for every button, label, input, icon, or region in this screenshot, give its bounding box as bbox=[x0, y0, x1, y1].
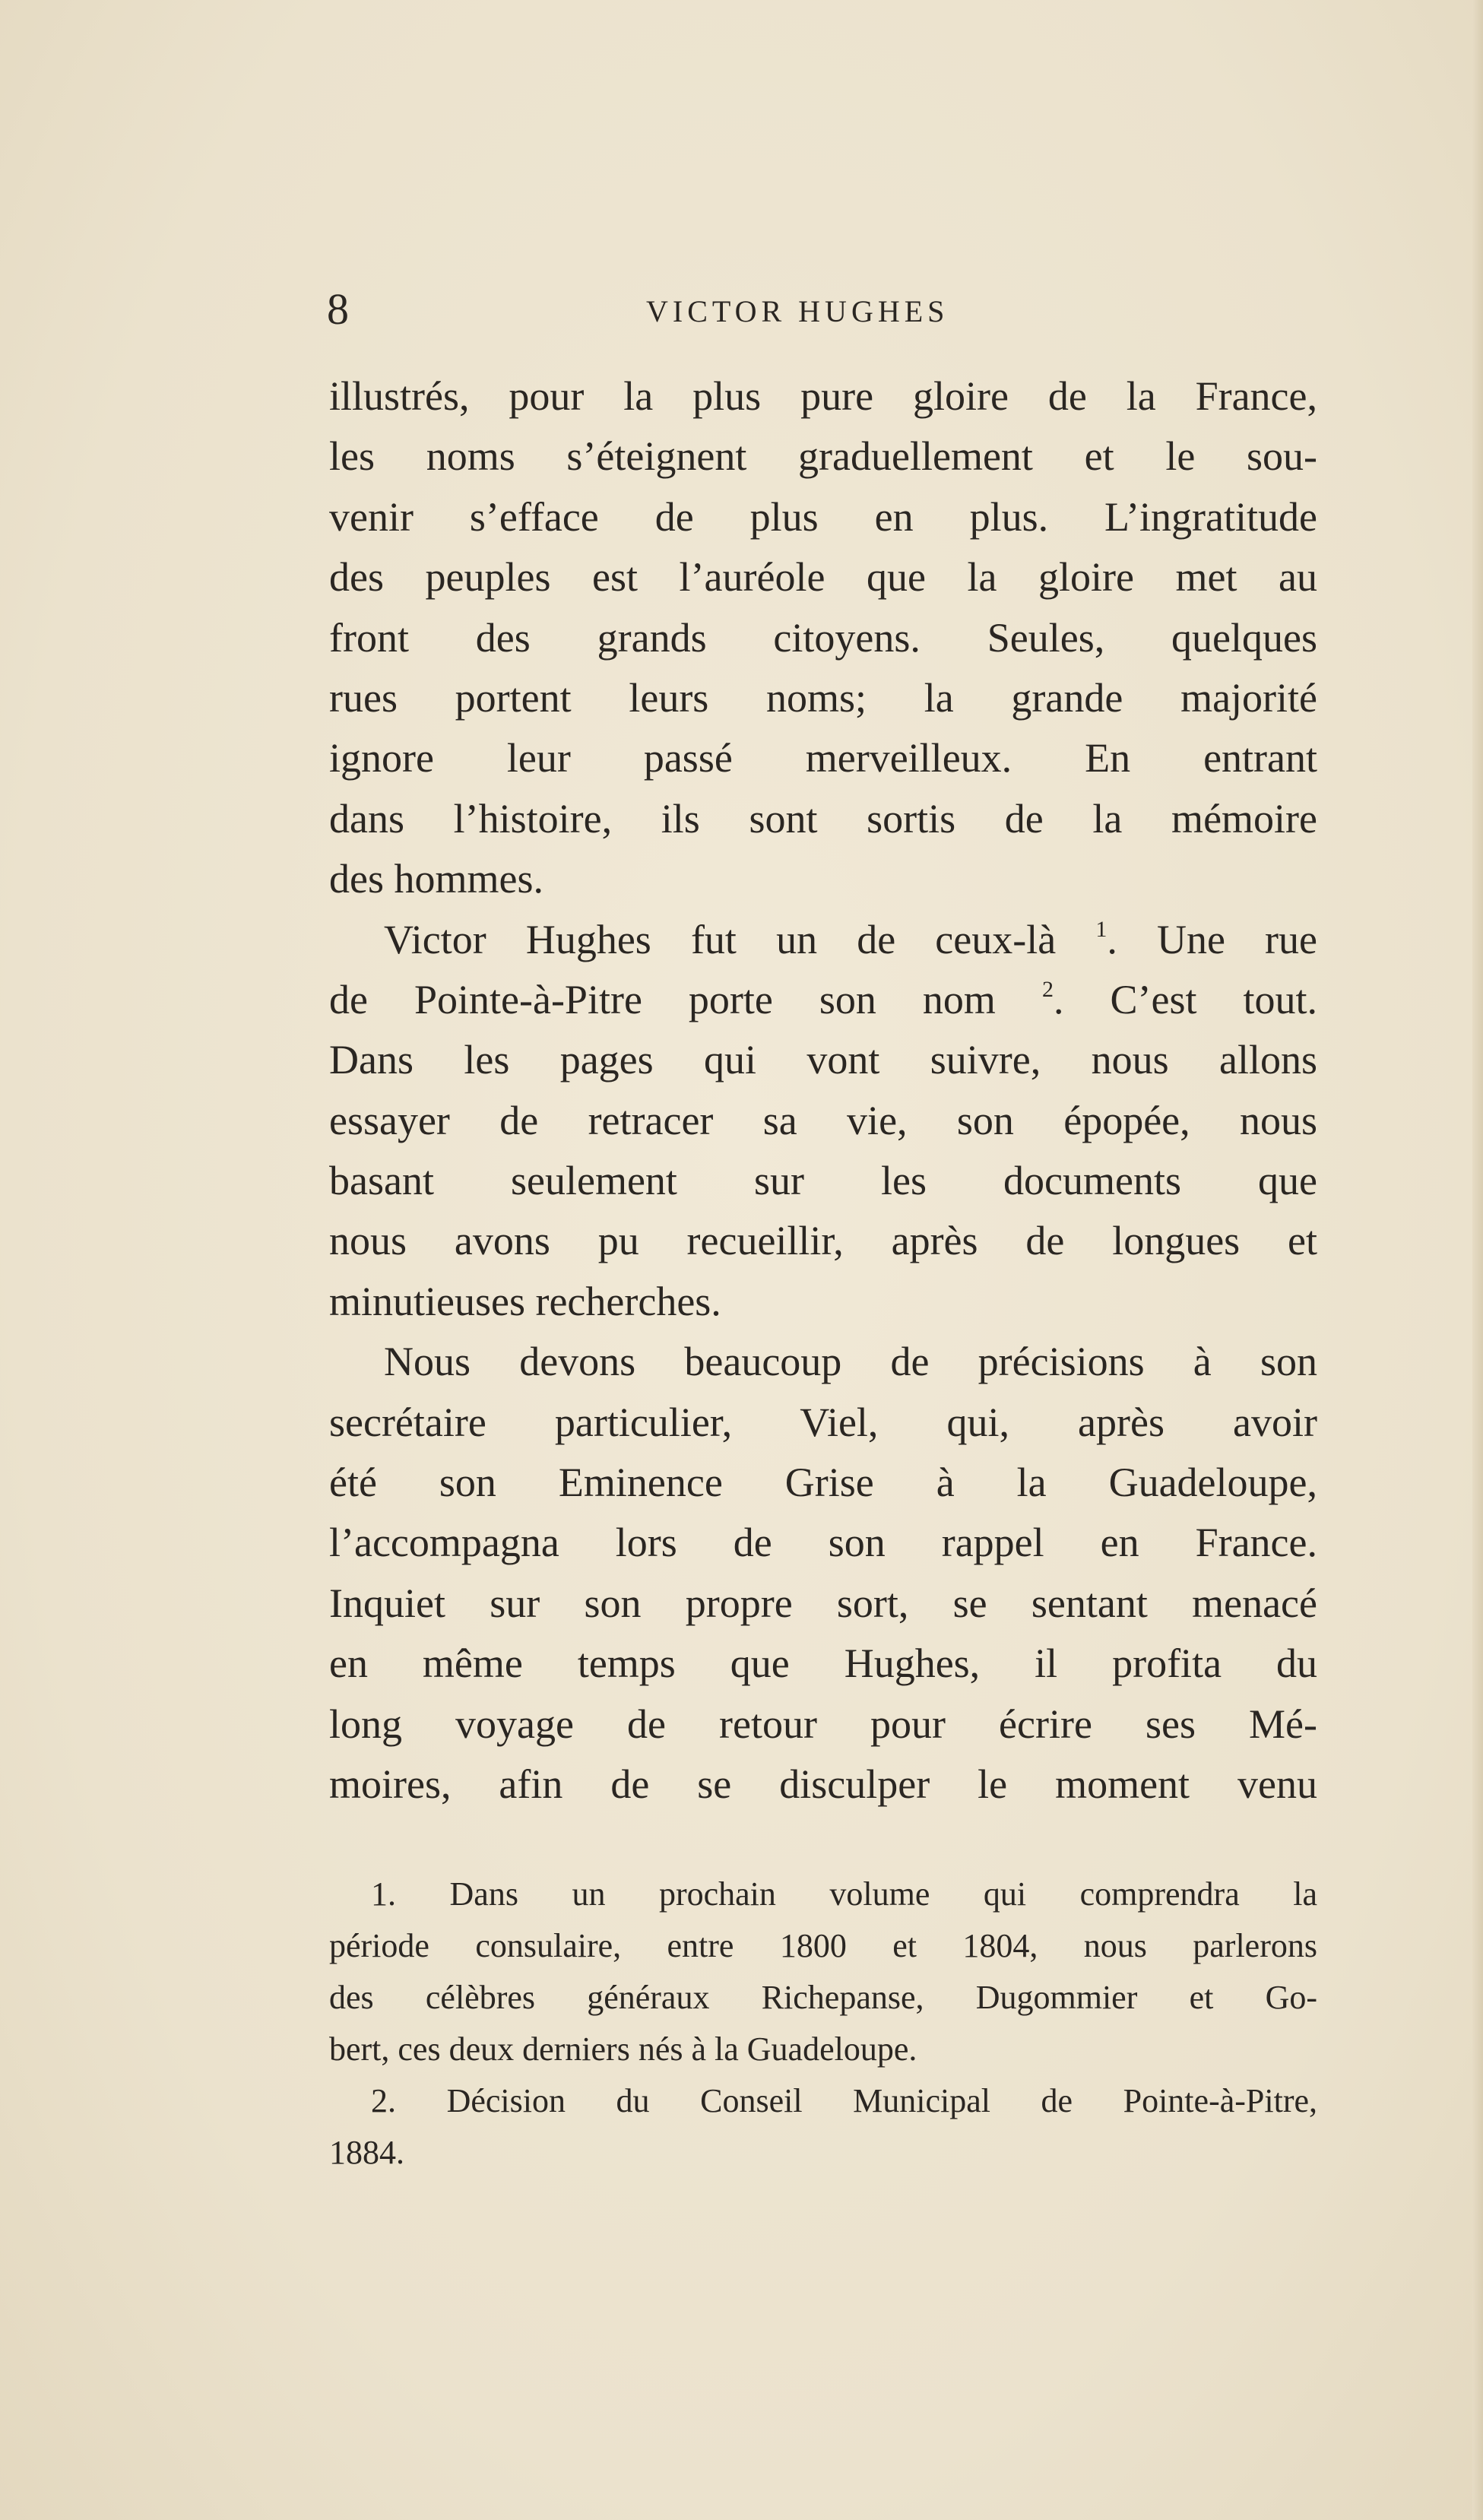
text-line: rues portent leurs noms; la grande majorité bbox=[329, 674, 1317, 721]
text-line bbox=[329, 970, 1317, 1030]
text-line: secrétaire particulier, Viel, qui, après avoir bbox=[329, 1399, 1317, 1445]
text-line: minutieuses recherches. bbox=[329, 1278, 721, 1324]
text-line: venir s’efface de plus en plus. L’ingratitude bbox=[329, 493, 1317, 540]
page-edge bbox=[1472, 0, 1483, 2520]
footnote-line: 1. Dans un prochain volume qui comprendra la bbox=[371, 1875, 1317, 1913]
text-line: nous avons pu recueillir, après de longues et bbox=[329, 1218, 1317, 1264]
footnotes bbox=[329, 1869, 1317, 2179]
footnote-line: période consulaire, entre 1800 et 1804, nous parlerons bbox=[329, 1927, 1317, 1964]
text-line bbox=[329, 910, 1317, 970]
text-line: moires, afin de se disculper le moment venu bbox=[329, 1761, 1317, 1807]
text-line: Dans les pages qui vont suivre, nous allons bbox=[329, 1037, 1317, 1083]
text-line: Inquiet sur son propre sort, se sentant menacé bbox=[329, 1580, 1317, 1626]
text-line: illustrés, pour la plus pure gloire de la France, bbox=[329, 373, 1317, 419]
text-line: basant seulement sur les documents que bbox=[329, 1158, 1317, 1204]
page-number: 8 bbox=[327, 284, 349, 334]
text-line: les noms s’éteignent graduellement et le sou- bbox=[329, 433, 1317, 480]
text-line: ignore leur passé merveilleux. En entrant bbox=[329, 735, 1317, 781]
text-line: des peuples est l’auréole que la gloire met au bbox=[329, 554, 1317, 601]
text-line: été son Eminence Grise à la Guadeloupe, bbox=[329, 1460, 1317, 1506]
text-line: dans l’histoire, ils sont sortis de la mémoire bbox=[329, 795, 1317, 842]
text-segment: . Une rue bbox=[1107, 916, 1318, 962]
text-line: des hommes. bbox=[329, 856, 543, 902]
text-line: front des grands citoyens. Seules, quelques bbox=[329, 614, 1317, 661]
text-segment: de Pointe-à-Pitre porte son nom bbox=[329, 976, 1042, 1022]
running-title: VICTOR HUGHES bbox=[646, 294, 949, 328]
footnote-line: 2. Décision du Conseil Municipal de Pointe-à-Pitre, bbox=[371, 2082, 1317, 2119]
text-segment: Victor Hughes fut un de ceux-là bbox=[384, 916, 1096, 962]
running-header bbox=[327, 283, 1330, 336]
text-line: Nous devons beaucoup de précisions à son bbox=[384, 1339, 1317, 1385]
text-line: l’accompagna lors de son rappel en France. bbox=[329, 1520, 1317, 1566]
text-line: essayer de retracer sa vie, son épopée, nous bbox=[329, 1097, 1317, 1143]
footnote-line: bert, ces deux derniers nés à la Guadeloupe. bbox=[329, 2030, 917, 2068]
body-text bbox=[329, 366, 1317, 1815]
footnote-ref-2: 2 bbox=[1041, 976, 1054, 1002]
footnote-line: des célèbres généraux Richepanse, Dugommier et Go- bbox=[329, 1979, 1317, 2016]
footnote-ref-1: 1 bbox=[1095, 916, 1107, 942]
text-line: long voyage de retour pour écrire ses Mé- bbox=[329, 1701, 1317, 1747]
footnote-line: 1884. bbox=[329, 2134, 404, 2171]
text-line: en même temps que Hughes, il profita du bbox=[329, 1640, 1317, 1687]
text-segment: . C’est tout. bbox=[1053, 976, 1317, 1022]
